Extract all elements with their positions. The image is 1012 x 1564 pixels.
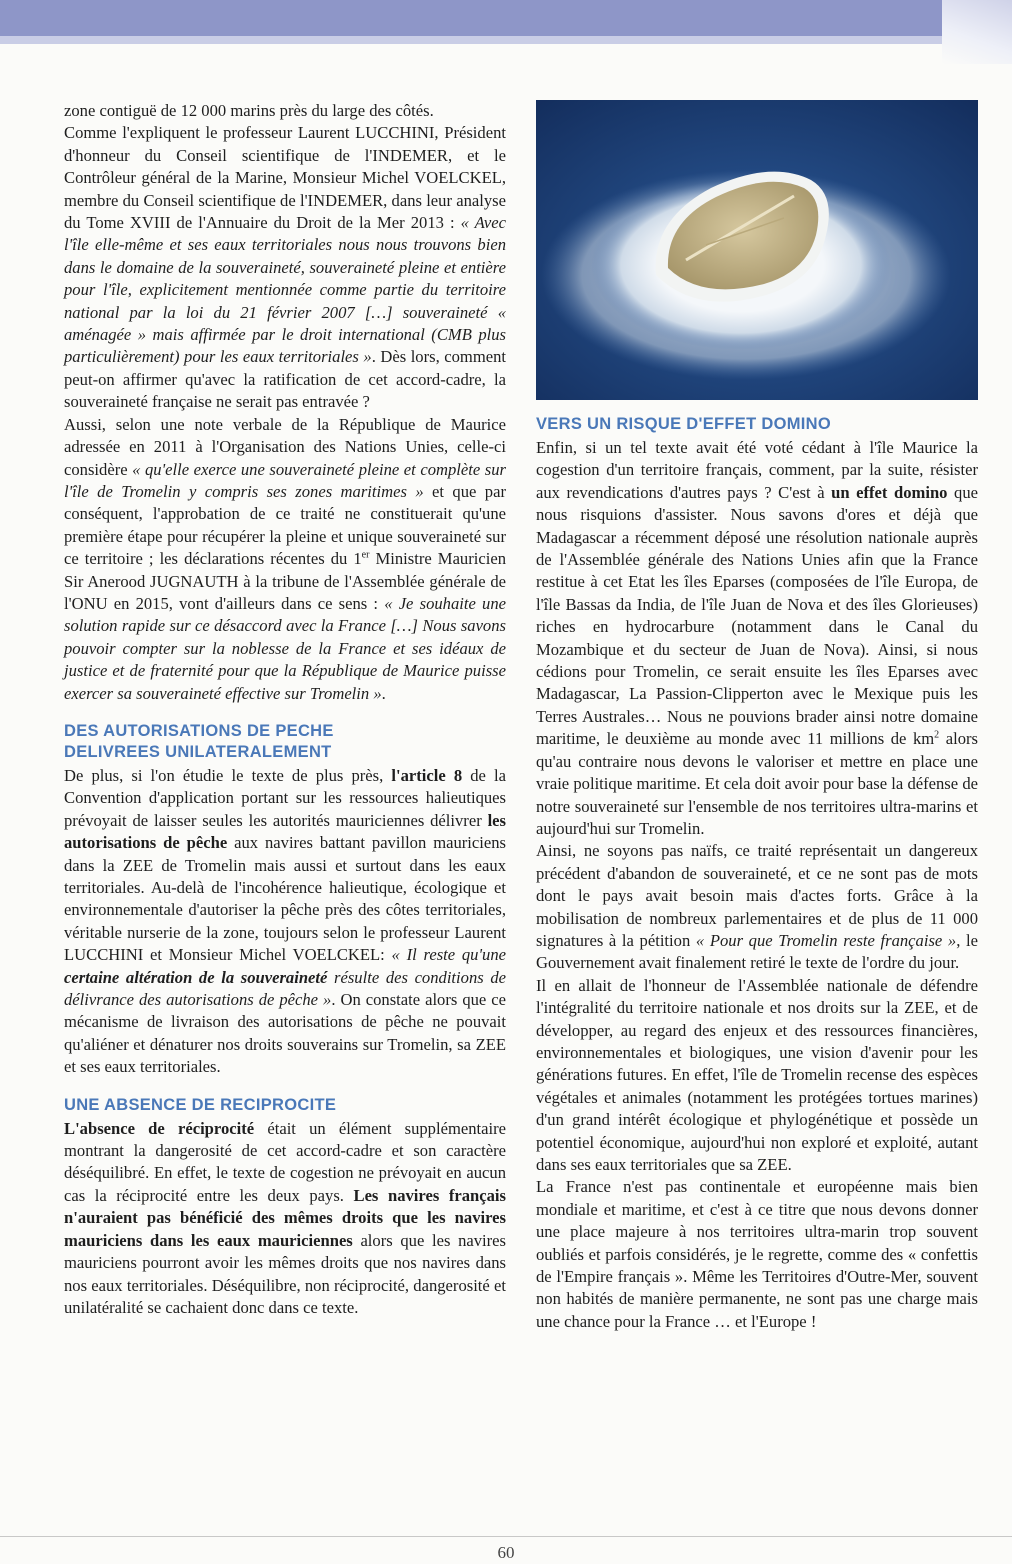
quote: « Avec l'île elle-même et ses eaux territoriales nous nous trouvons bien dans le domaine de la souveraineté, souveraineté pleine et entière pour l'île, explicitement mentionnée comme partie du territoire national par la loi du 21 février 2007 […] souveraineté « aménagée » mais affirmée par le droit international (CMB plus particulièrement) pour les eaux territoriales » (64, 213, 506, 367)
paragraph: De plus, si l'on étudie le texte de plus près, l'article 8 de la Convention d'application portant sur les ressources halieutiques prévoyait de laisser seules les autorités mauriciennes délivrer les autorisations de pêche aux navires battant pavillon mauriciens dans la ZEE de Tromelin mais aussi et surtout dans les eaux territoriales. Au-delà de l'incohérence halieutique, écologique et environnementale d'autoriser la pêche près des côtes territoriales, véritable nurserie de la zone, toujours selon le professeur Laurent LUCCHINI et Monsieur Michel VOELCKEL: « Il reste qu'une certaine altération de la souveraineté résulte des conditions de délivrance des autorisations de pêche ». On constate alors que ce mécanisme de livraison des autorisations de pêche ne pouvait qu'aliéner et dénaturer nos droits souverains sur Tromelin, sa ZEE et ses eaux territoriales. (64, 765, 506, 1077)
page-number: 60 (497, 1543, 515, 1562)
paragraph: La France n'est pas continentale et européenne mais bien mondiale et maritime, et c'est à ce titre que nous devons donner une place majeure à nos territoires ultra-marin trop souvent oubliés et parfois considérés, je le regrette, comme des « confettis de l'Empire français ». Même les Territoires d'Outre-Mer, souvent non habités de manière permanente, ne sont pas une charge mais une chance pour la France … et l'Europe ! (536, 1177, 978, 1331)
header-color-stripe (0, 36, 1012, 44)
paragraph: zone contiguë de 12 000 marins près du large des côtés. (64, 101, 434, 120)
paragraph: Enfin, si un tel texte avait été voté cédant à l'île Maurice la cogestion d'un territoire français, comment, par la suite, résister aux revendications d'autres pays ? C'est à un effet domino que nous risquions d'assister. Nous savons d'ores et déjà que Madagascar a récemment déposé une résolution nationale auprès de l'Assemblée générale des Nations Unies afin que la France restitue à cet Etat les îles Eparses (composées de l'île Europa, de l'île Bassas da India, de l'île Juan de Nova et des îles Glorieuses) riches en hydrocarbure (notamment dans le Canal du Mozambique et du secteur de Juan de Nova). Ainsi, si nous cédions pour Tromelin, ce serait ensuite les îles Eparses avec Madagascar, La Passion-Clipperton avec le Mexique puis les Terres Australes… Nous ne pouvions brader ainsi notre domaine maritime, le deuxième au monde avec 11 millions de $km^2$ alors qu'au contraire nous devons le valoriser et mettre en place une vraie politique maritime. Et cela doit avoir pour base la défense de notre souveraineté sur l'ensemble de nos territoires ultra-marins et aujourd'hui sur Tromelin. (536, 438, 979, 838)
header-color-bar (0, 0, 1012, 36)
header-band (0, 0, 1012, 44)
paragraph: Ainsi, ne soyons pas naïfs, ce traité représentait un dangereux précédent d'abandon de souveraineté, et ce ne sont pas de mots dont le pays avait besoin mais d'actes forts. Grâce à la mobilisation de nombreux parlementaires et de plus de 11 000 signatures à la pétition « Pour que Tromelin reste française », le Gouvernement avait finalement retiré le texte de l'ordre du jour. (536, 841, 978, 973)
quote: « qu'elle exerce une souveraineté pleine et complète sur l'île de Tromelin y compris ses zones maritimes » (64, 459, 506, 501)
section-heading: UNE ABSENCE DE RECIPROCITE (64, 1095, 337, 1114)
footer-divider (0, 1536, 1012, 1537)
page-corner (942, 0, 1012, 64)
right-column (536, 100, 978, 1333)
paragraph: Comme l'expliquent le professeur Laurent LUCCHINI, Président d'honneur du Conseil scientifique de l'INDEMER, et le Contrôleur général de la Marine, Monsieur Michel VOELCKEL, membre du Conseil scientifique de l'INDEMER, dans leur analyse du Tome XVIII de l'Annuaire du Droit de la Mer 2013 : « Avec l'île elle-même et ses eaux territoriales nous nous trouvons bien dans le domaine de la souveraineté, souveraineté pleine et entière pour l'île, explicitement mentionnée comme partie du territoire national par la loi du 21 février 2007 […] souveraineté « aménagée » mais affirmée par le droit international (CMB plus particulièrement) pour les eaux territoriales ». Dès lors, comment peut-on affirmer qu'avec la ratification de cet accord-cadre, la souveraineté française ne serait pas entravée ? (64, 123, 506, 412)
paragraph: L'absence de réciprocité était un élément supplémentaire montrant la dangerosité de cet accord-cadre et son caractère déséquilibré. En effet, le texte de cogestion ne prévoyait en aucun cas la réciprocité entre les deux pays. Les navires français n'auraient pas bénéficié des mêmes droits que les navires mauriciens dans les eaux mauriciennes alors que les navires mauriciens pourront avoir les mêmes droits que nos navires dans nos eaux territoriales. Déséquilibre, non réciprocité, dangerosité et unilatéralité se cachaient donc dans ce texte. (64, 1118, 507, 1317)
quote: « Pour que Tromelin reste française » (695, 930, 957, 950)
quote: « Je souhaite une solution rapide sur ce désaccord avec la France […] Nous savons pouvoir compter sur la noblesse de la France et ses idéaux de justice et de fraternité pour que la République de Maurice puisse exercer sa souveraineté effective sur Tromelin » (64, 593, 506, 703)
paragraph: Il en allait de l'honneur de l'Assemblée nationale de défendre l'intégralité du territoire nationale et nos droits sur la ZEE, et de développer, au regard des enjeux et des ressources financières, environnementales et biologiques, une vision d'avenir pour les générations futures. En effet, l'île de Tromelin recense des espèces végétales et animales (notamment les protégées tortues marines) d'un grand intérêt écologique et phylogénétique et possède un potentiel économique, aujourd'hui non exploré et exploité, autant dans ses eaux territoriales que sa ZEE. (536, 975, 978, 1174)
section-heading: DES AUTORISATIONS DE PECHE DELIVREES UNILATERALEMENT (64, 721, 334, 761)
aerial-island-photo (536, 100, 978, 400)
left-column (64, 100, 506, 1319)
paragraph: Aussi, selon une note verbale de la République de Maurice adressée en 2011 à l'Organisation des Nations Unies, celle-ci considère « qu'elle exerce une souveraineté pleine et complète sur l'île de Tromelin y compris ses zones maritimes » et que par conséquent, l'approbation de ce traité ne constituerait qu'une première étape pour récupérer la pleine et unique souveraineté sur ce territoire ; les déclarations récentes du 1er Ministre Mauricien Sir Anerood JUGNAUTH à la tribune de l'Assemblée générale de l'ONU en 2015, vont d'ailleurs dans ce sens : « Je souhaite une solution rapide sur ce désaccord avec la France […] Nous savons pouvoir compter sur la noblesse de la France et ses idéaux de justice et de fraternité pour que la République de Maurice puisse exercer sa souveraineté effective sur Tromelin ». (64, 414, 507, 703)
section-heading: VERS UN RISQUE D'EFFET DOMINO (536, 415, 831, 433)
island-illustration (536, 100, 978, 400)
quote: « Il reste qu'une certaine altération de la souveraineté résulte des conditions de délivrance des autorisations de pêche » (64, 945, 506, 1010)
